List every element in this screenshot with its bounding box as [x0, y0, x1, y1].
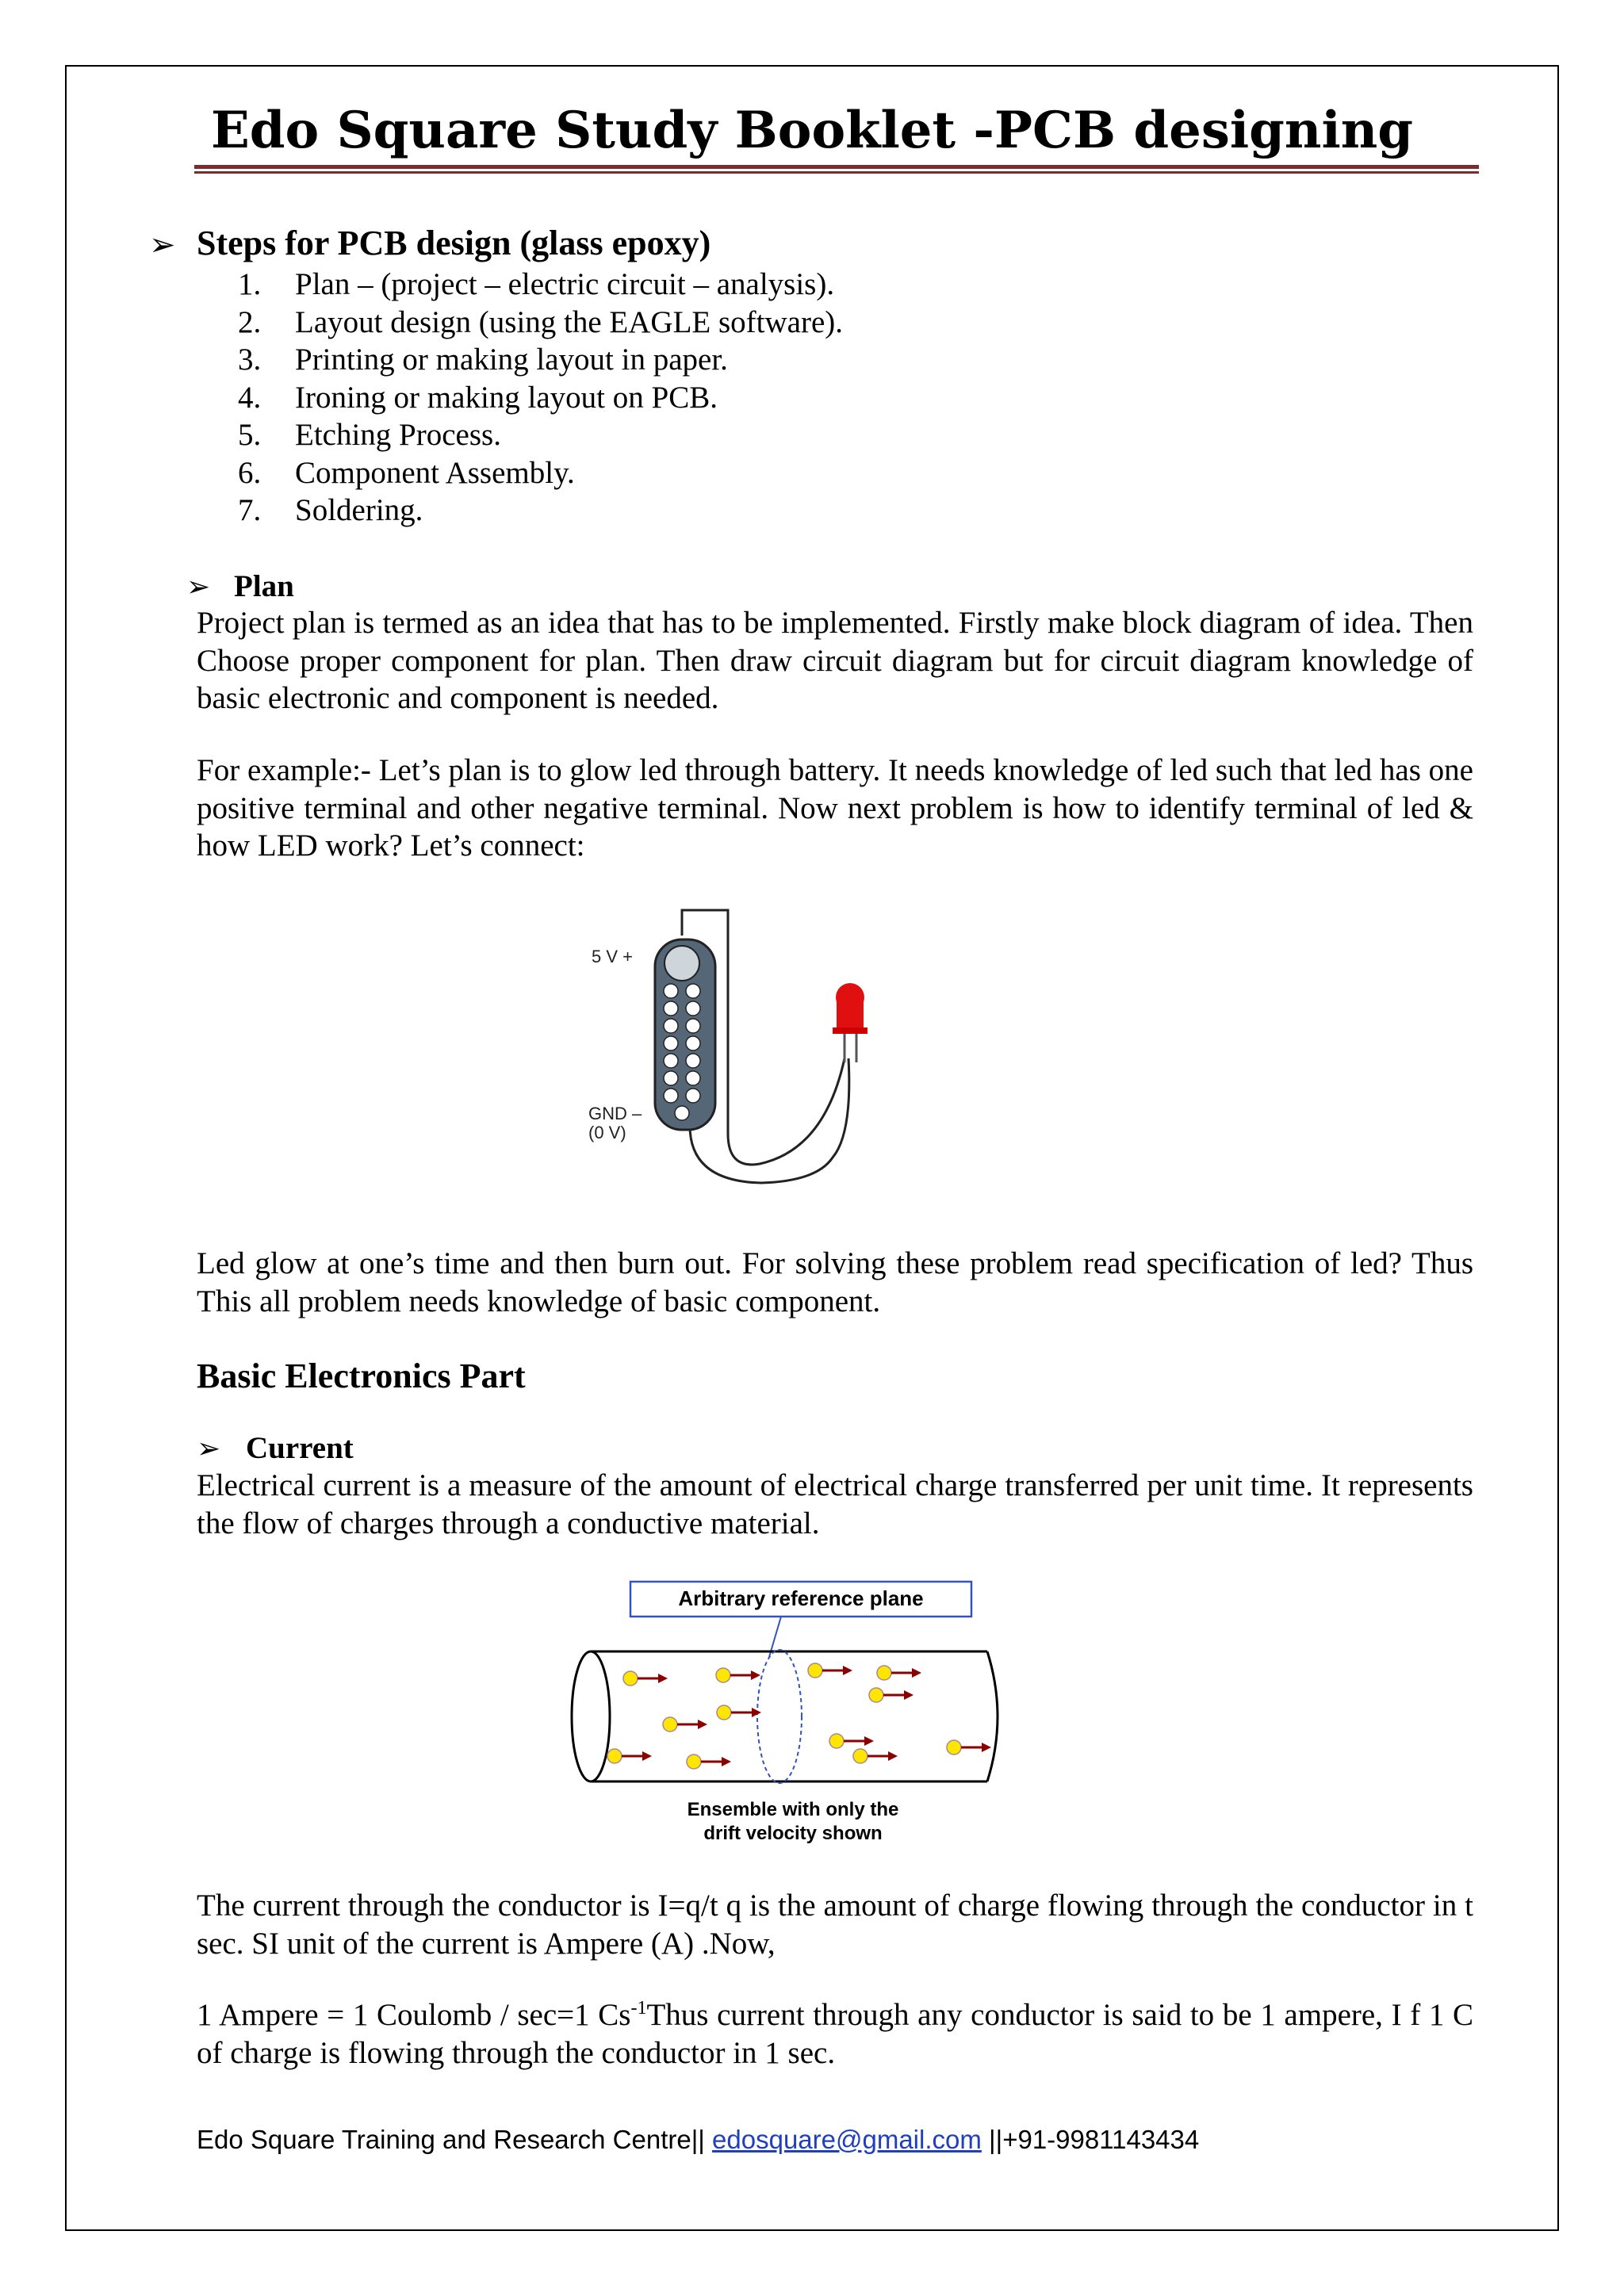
- page-title: Edo Square Study Booklet -PCB designing: [210, 101, 1414, 160]
- list-item: 4. Ironing or making layout on PCB.: [238, 380, 718, 415]
- reference-plane-ellipse: [757, 1650, 802, 1783]
- figure-caption-line2: drift velocity shown: [703, 1823, 883, 1844]
- title-rule: [194, 165, 1479, 169]
- led-dome: [836, 983, 864, 1012]
- drift-velocity-figure: [567, 1578, 1011, 1851]
- current-paragraph-1: Electrical current is a measure of the amount of electrical charge transferred per unit time. It represents the flow of charges through a conductive material.: [197, 1468, 1473, 1540]
- arrow-bullet-icon: ➢: [197, 1433, 221, 1465]
- footer-phone: ||+91-9981143434: [989, 2125, 1200, 2154]
- arrow-bullet-icon: ➢: [186, 571, 211, 603]
- steps-list: [238, 266, 843, 530]
- label-0v: (0 V): [588, 1123, 626, 1142]
- current-heading: Current: [246, 1431, 354, 1465]
- plan-paragraph-2: For example:- Let’s plan is to glow led through battery. It needs knowledge of led such that led has one positive terminal and other negative terminal. Now next problem is how to identify terminal of led & how LED work? Let’s connect:: [197, 753, 1473, 863]
- figure-caption-line1: Ensemble with only the: [687, 1799, 899, 1820]
- title-rule-thin: [194, 171, 1479, 174]
- footer-org: Edo Square Training and Research Centre||: [197, 2125, 705, 2154]
- arrow-bullet-icon: ➢: [149, 227, 176, 263]
- charge-carriers: [607, 1663, 991, 1769]
- plan-paragraph-1: Project plan is termed as an idea that has to be implemented. Firstly make block diagram of idea. Then Choose proper component for plan. Then draw circuit diagram but for circuit diagram knowledge of basic electronic and component is needed.: [197, 606, 1473, 715]
- battery-led-figure: [579, 896, 912, 1197]
- list-item: 5. Etching Process.: [238, 418, 501, 452]
- led-rim: [833, 1027, 868, 1034]
- current-paragraph-2: The current through the conductor is I=q/t q is the amount of charge flowing through the conductor in t sec. SI unit of the current is Ampere (A) .Now,: [197, 1888, 1473, 1961]
- list-item: 6. Component Assembly.: [238, 455, 575, 490]
- cylinder-end-right: [987, 1651, 998, 1781]
- plan-heading: Plan: [234, 569, 294, 603]
- footer: [197, 2125, 1199, 2155]
- list-item: 3. Printing or making layout in paper.: [238, 342, 728, 377]
- reference-plane-label: Arbitrary reference plane: [678, 1586, 924, 1610]
- list-item: 7. Soldering.: [238, 493, 423, 527]
- plan-paragraph-3: Led glow at one’s time and then burn out. For solving these problem read specification of led? Thus This all problem needs knowledge of basic component.: [197, 1246, 1473, 1318]
- list-item: 2. Layout design (using the EAGLE software).: [238, 304, 843, 339]
- basic-electronics-heading: Basic Electronics Part: [197, 1357, 526, 1395]
- steps-heading: Steps for PCB design (glass epoxy): [197, 224, 711, 262]
- label-5v: 5 V +: [592, 947, 633, 966]
- footer-email-link[interactable]: edosquare@gmail.com: [712, 2125, 982, 2154]
- label-gnd: GND –: [588, 1104, 642, 1123]
- battery-terminal: [665, 946, 699, 981]
- list-item: 1. Plan – (project – electric circuit – analysis).: [238, 267, 835, 301]
- cylinder-end-left: [572, 1651, 610, 1781]
- current-paragraph-3: 1 Ampere = 1 Coulomb / sec=1 $Cs^{-1}Thus$ current through any conductor is said to be 1 ampere, I f 1 C of charge is flowing through the conductor in 1 sec.: [197, 1998, 1474, 2070]
